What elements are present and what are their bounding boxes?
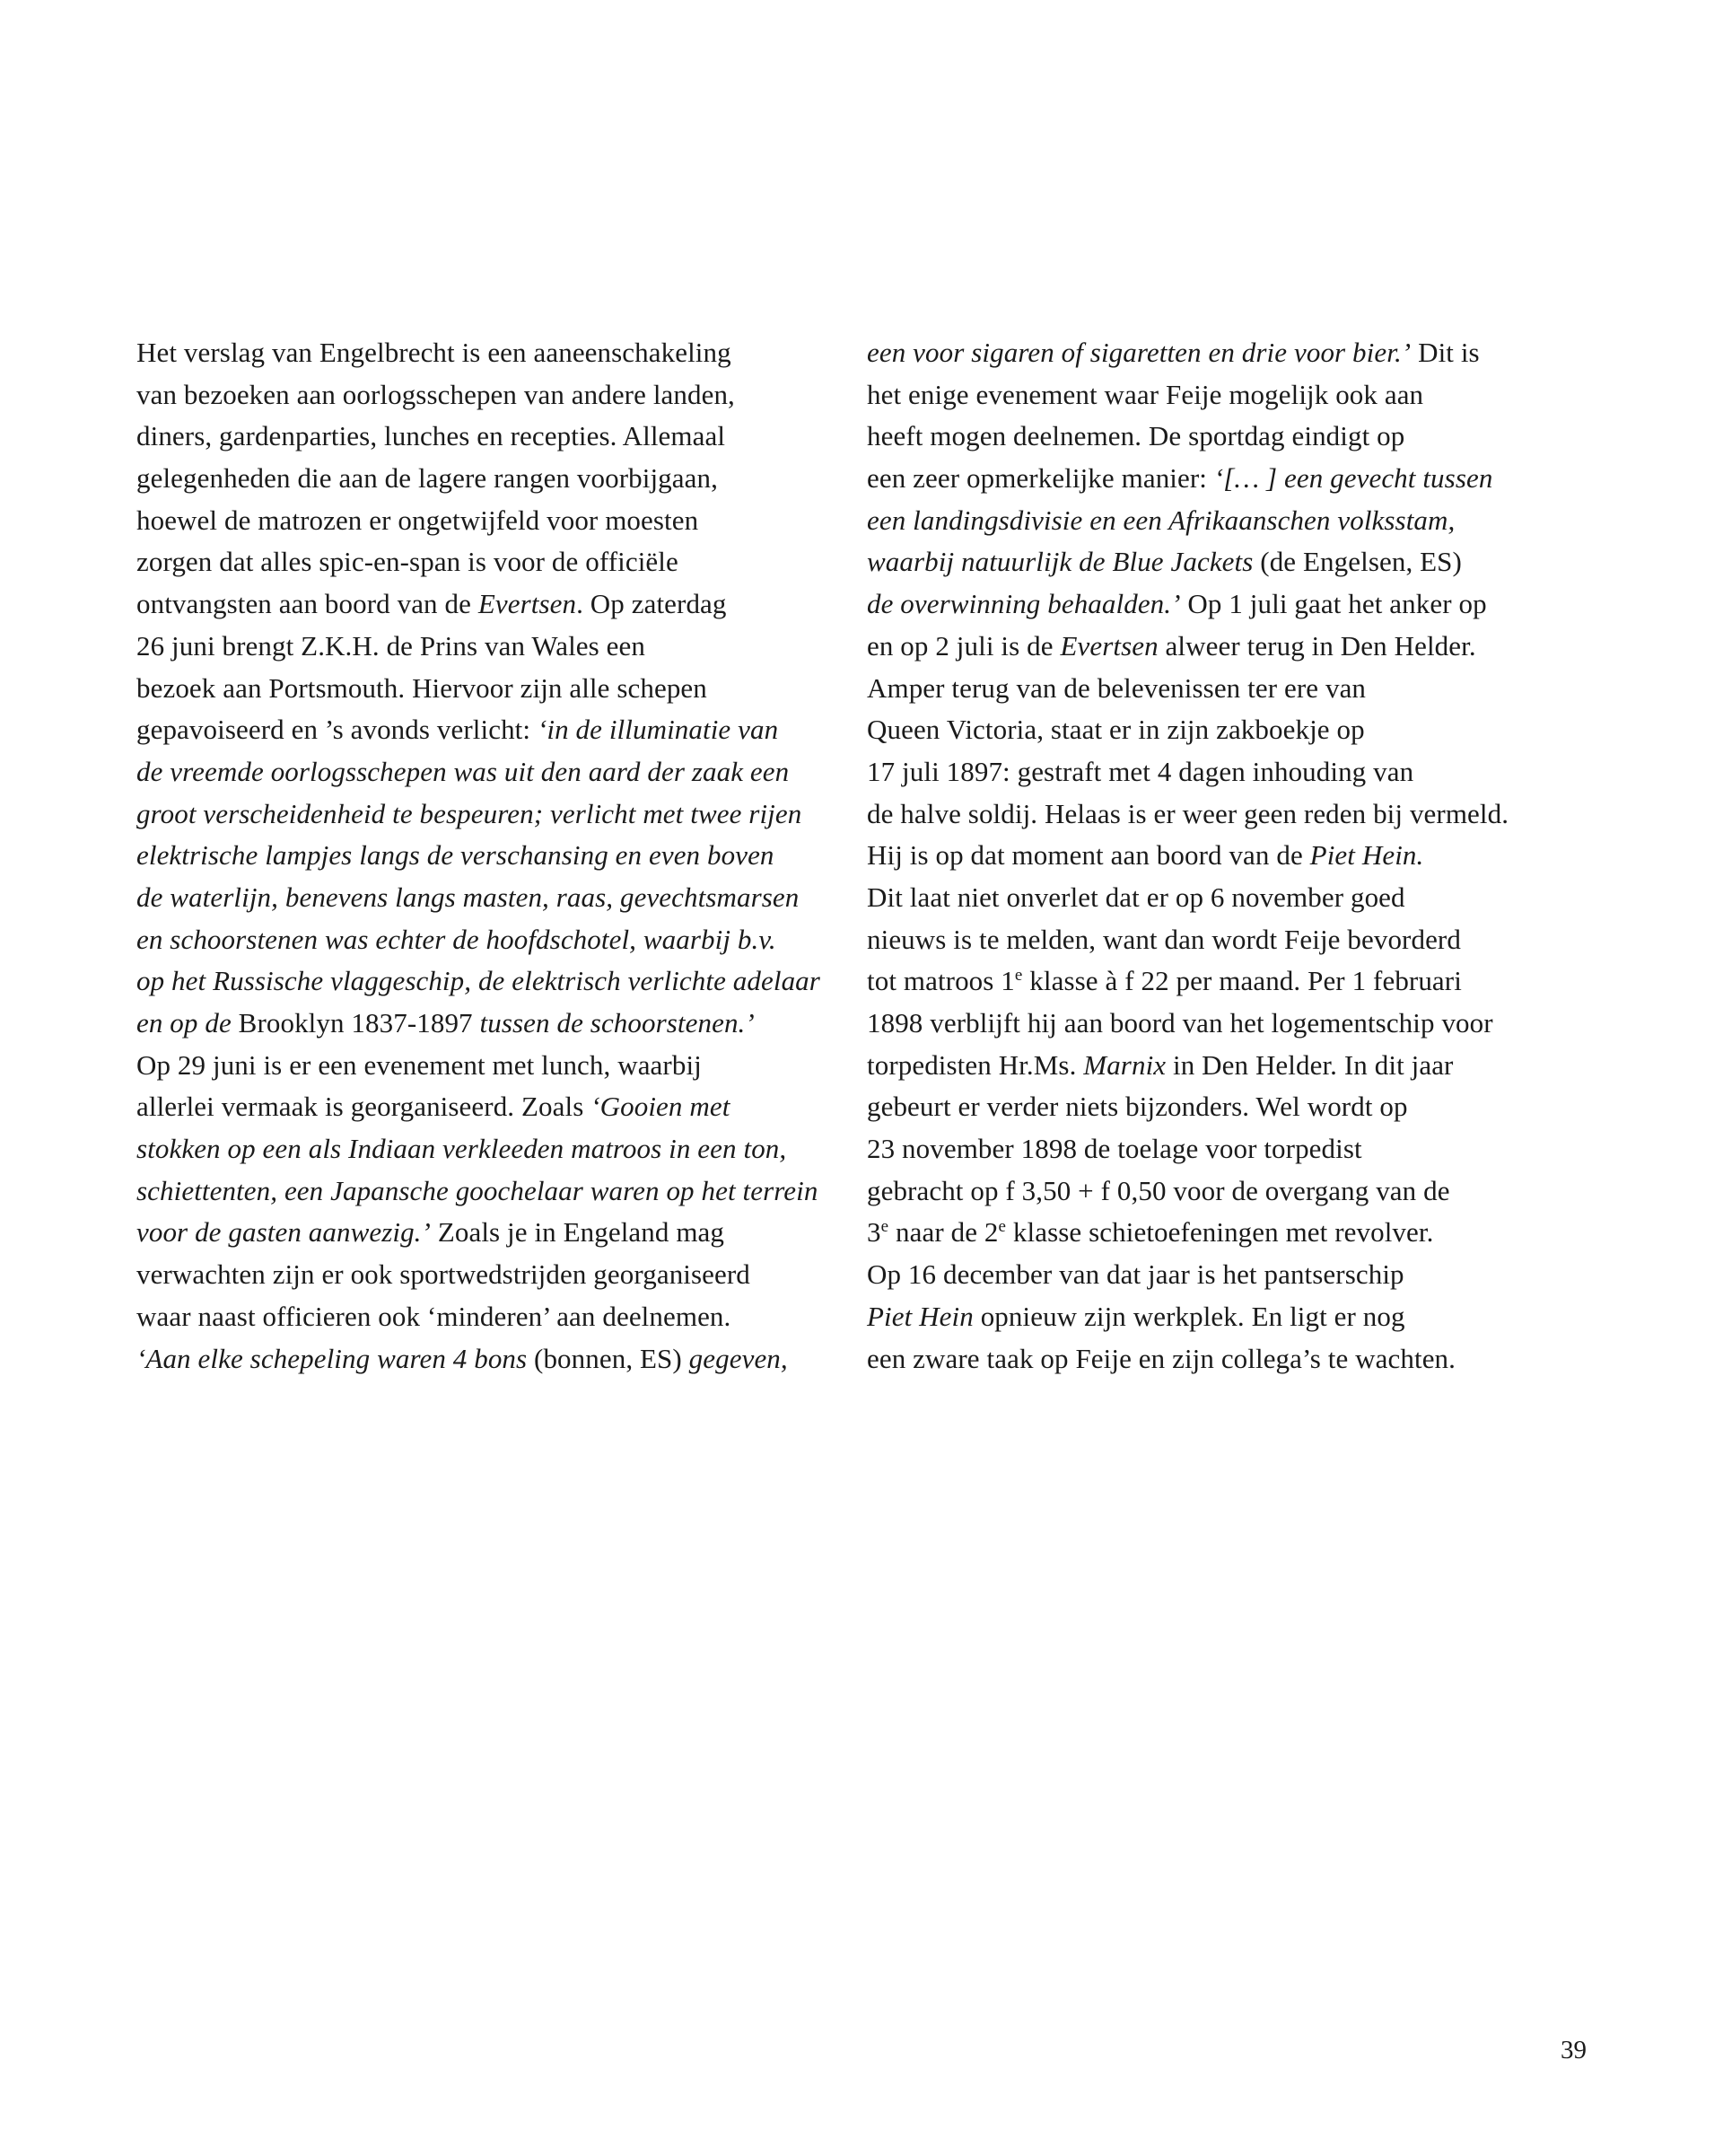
text-segment: Op 29 juni is er een evenement met lunch, waarbij (136, 1048, 702, 1081)
text-line (136, 1338, 818, 1380)
text-column-right (867, 332, 1549, 1380)
text-segment: Dit laat niet onverlet dat er op 6 november goed (867, 881, 1405, 913)
text-column-left (136, 332, 818, 1380)
text-segment: Brooklyn 1837-1897 (238, 1007, 480, 1039)
text-line (136, 626, 818, 668)
text-segment: diners, gardenparties, lunches en recepties. Allemaal (136, 420, 726, 452)
italic-text-segment: groot verscheidenheid te bespeuren; verlicht met twee rijen (136, 797, 802, 829)
text-segment: een zware taak op Feije en zijn collega’s te wachten. (867, 1342, 1456, 1374)
text-segment: bezoek aan Portsmouth. Hiervoor zijn alle schepen (136, 671, 707, 704)
italic-text-segment: en op de (136, 1007, 239, 1039)
text-segment: 3 (867, 1216, 881, 1249)
text-segment: gepavoiseerd en ’s avonds verlicht: (136, 714, 538, 746)
text-line (867, 1338, 1549, 1380)
text-line (136, 919, 818, 961)
text-segment: hoewel de matrozen er ongetwijfeld voor moesten (136, 504, 699, 536)
text-segment: (de Engelsen, ES) (1260, 546, 1462, 578)
text-segment: opnieuw zijn werkplek. En ligt er nog (973, 1300, 1405, 1332)
text-line (136, 1254, 818, 1296)
text-line (867, 1254, 1549, 1296)
text-segment: 23 november 1898 de toelage voor torpedist (867, 1133, 1362, 1165)
text-line (867, 1003, 1549, 1045)
text-segment: Dit is (1411, 337, 1480, 368)
italic-text-segment: de overwinning behaalden.’ (867, 588, 1181, 620)
text-segment: gelegenheden die aan de lagere rangen voorbijgaan, (136, 462, 718, 495)
text-segment: het enige evenement waar Feije mogelijk ook aan (867, 378, 1424, 410)
text-segment: heeft mogen deelnemen. De sportdag eindigt op (867, 420, 1405, 452)
italic-text-segment: een voor sigaren of sigaretten en drie voor bier.’ (867, 337, 1412, 368)
text-line (867, 709, 1549, 751)
text-line (136, 374, 818, 416)
text-line (136, 1296, 818, 1338)
italic-text-segment: en schoorstenen was echter de hoofdschotel, waarbij b.v. (136, 923, 776, 955)
text-segment: klasse à f 22 per maand. Per 1 februari (1022, 965, 1462, 997)
text-segment: waar naast officieren ook ‘minderen’ aan deelnemen. (136, 1300, 731, 1332)
text-segment: Op 16 december van dat jaar is het pantserschip (867, 1258, 1404, 1291)
text-line (867, 1170, 1549, 1213)
italic-text-segment: elektrische lampjes langs de verschansing en even boven (136, 839, 774, 872)
text-segment: gebeurt er verder niets bijzonders. Wel wordt op (867, 1091, 1408, 1123)
text-segment: nieuws is te melden, want dan wordt Feije bevorderd (867, 923, 1461, 955)
text-line (867, 919, 1549, 961)
text-segment: Het verslag van Engelbrecht is een aaneenschakeling (136, 337, 731, 368)
text-line (136, 583, 818, 626)
text-line (136, 458, 818, 500)
text-segment: 26 juni brengt Z.K.H. de Prins van Wales een (136, 629, 645, 662)
italic-text-segment: een landingsdivisie en een Afrikaanschen volksstam, (867, 504, 1456, 536)
superscript-text: e (880, 1217, 889, 1237)
text-segment: klasse schietoefeningen met revolver. (1006, 1216, 1434, 1249)
text-segment: tot matroos 1 (867, 965, 1015, 997)
text-line (867, 332, 1549, 374)
superscript-text: e (1014, 966, 1023, 986)
text-segment: 17 juli 1897: gestraft met 4 dagen inhouding van (867, 755, 1414, 787)
text-line (867, 1212, 1549, 1254)
text-segment: 1898 verblijft hij aan boord van het logementschip voor (867, 1007, 1493, 1039)
text-line (136, 835, 818, 877)
text-segment: naar de 2 (888, 1216, 999, 1249)
text-line (867, 458, 1549, 500)
text-line (136, 1003, 818, 1045)
text-line (867, 541, 1549, 583)
text-line (136, 1170, 818, 1213)
italic-text-segment: Piet Hein (867, 1300, 974, 1332)
text-segment: (bonnen, ES) (534, 1342, 689, 1374)
text-segment: zorgen dat alles spic-en-span is voor de officiële (136, 546, 678, 578)
text-segment: Queen Victoria, staat er in zijn zakboekje op (867, 714, 1365, 746)
text-line (136, 1086, 818, 1128)
text-line (136, 877, 818, 919)
text-line (136, 416, 818, 458)
italic-text-segment: op het Russische vlaggeschip, de elektrisch verlichte adelaar (136, 965, 820, 997)
text-line (867, 374, 1549, 416)
italic-text-segment: ‘[… ] een gevecht tussen (1213, 462, 1493, 495)
text-line (867, 416, 1549, 458)
text-segment: de halve soldij. Helaas is er weer geen reden bij vermeld. (867, 797, 1509, 829)
text-line (136, 1128, 818, 1170)
italic-text-segment: gegeven, (688, 1342, 788, 1374)
italic-text-segment: Evertsen (1060, 629, 1159, 662)
text-line (867, 500, 1549, 542)
text-line (867, 583, 1549, 626)
italic-text-segment: tussen de schoorstenen.’ (479, 1007, 755, 1039)
text-line (136, 668, 818, 710)
text-line (136, 709, 818, 751)
text-segment: van bezoeken aan oorlogsschepen van andere landen, (136, 378, 735, 410)
italic-text-segment: Piet Hein. (1309, 839, 1424, 872)
text-segment: Hij is op dat moment aan boord van de (867, 839, 1310, 872)
italic-text-segment: de waterlijn, benevens langs masten, raas, gevechtsmarsen (136, 881, 800, 913)
text-line (136, 960, 818, 1003)
text-segment: Op 1 juli gaat het anker op (1180, 588, 1487, 620)
text-line (867, 960, 1549, 1003)
text-line (867, 1128, 1549, 1170)
text-segment: gebracht op f 3,50 + f 0,50 voor de overgang van de (867, 1174, 1450, 1206)
text-line (867, 1045, 1549, 1087)
text-segment: Amper terug van de belevenissen ter ere van (867, 671, 1367, 704)
text-line (867, 877, 1549, 919)
italic-text-segment: waarbij natuurlijk de Blue Jackets (867, 546, 1261, 578)
italic-text-segment: stokken op een als Indiaan verkleeden matroos in een ton, (136, 1133, 787, 1165)
text-segment: allerlei vermaak is georganiseerd. Zoals (136, 1091, 591, 1123)
italic-text-segment: voor de gasten aanwezig.’ (136, 1216, 431, 1249)
text-line (867, 793, 1549, 836)
text-line (867, 668, 1549, 710)
text-line (867, 626, 1549, 668)
text-segment: en op 2 juli is de (867, 629, 1061, 662)
text-line (867, 751, 1549, 793)
text-segment: ontvangsten aan boord van de (136, 588, 478, 620)
text-line (867, 835, 1549, 877)
italic-text-segment: Evertsen (477, 588, 577, 620)
italic-text-segment: schiettenten, een Japansche goochelaar waren op het terrein (136, 1174, 818, 1206)
italic-text-segment: ‘Gooien met (590, 1091, 730, 1123)
page-number: 39 (1561, 2036, 1587, 2064)
text-line (136, 751, 818, 793)
text-segment: een zeer opmerkelijke manier: (867, 462, 1214, 495)
text-segment: verwachten zijn er ook sportwedstrijden georganiseerd (136, 1258, 750, 1291)
italic-text-segment: ‘Aan elke schepeling waren 4 bons (136, 1342, 535, 1374)
italic-text-segment: Marnix (1083, 1048, 1167, 1081)
text-line (136, 1045, 818, 1087)
text-segment: alweer terug in Den Helder. (1158, 629, 1476, 662)
superscript-text: e (998, 1217, 1007, 1237)
text-segment: . Op zaterdag (576, 588, 727, 620)
text-line (136, 793, 818, 836)
text-line (867, 1296, 1549, 1338)
text-line (136, 500, 818, 542)
text-segment: Zoals je in Engeland mag (430, 1216, 725, 1249)
text-line (136, 1212, 818, 1254)
text-segment: in Den Helder. In dit jaar (1166, 1048, 1454, 1081)
italic-text-segment: de vreemde oorlogsschepen was uit den aard der zaak een (136, 755, 790, 787)
text-line (136, 541, 818, 583)
italic-text-segment: ‘in de illuminatie van (537, 714, 779, 746)
text-segment: torpedisten Hr.Ms. (867, 1048, 1084, 1081)
text-line (136, 332, 818, 374)
text-line (867, 1086, 1549, 1128)
